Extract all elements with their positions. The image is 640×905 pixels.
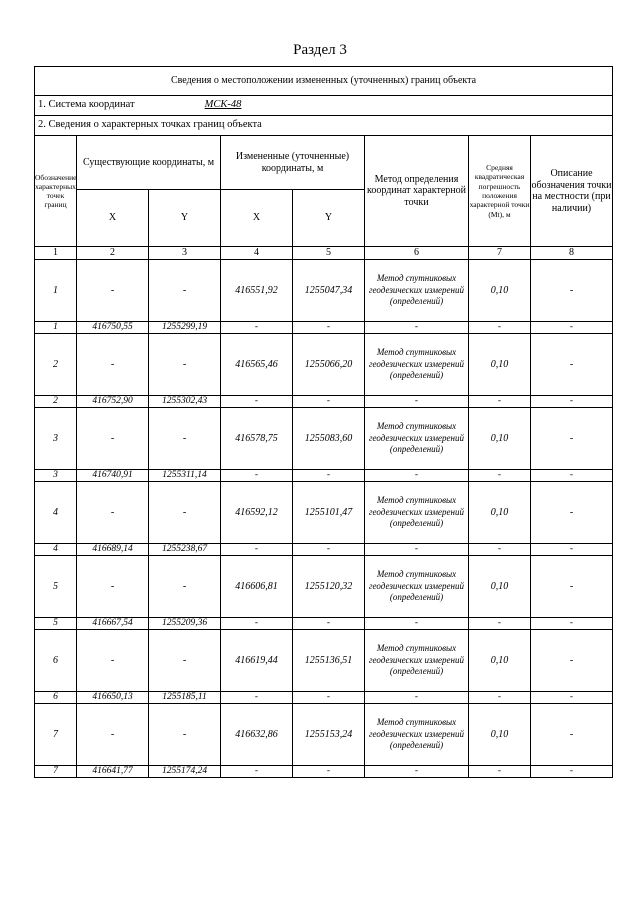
cell-point: 2 — [35, 334, 77, 396]
cell-changed-y: - — [293, 322, 365, 334]
cell-point: 1 — [35, 260, 77, 322]
point-row-existing — [35, 692, 613, 704]
cell-error: - — [469, 618, 531, 630]
coord-system-row — [35, 96, 613, 116]
section-title: Раздел 3 — [293, 42, 347, 58]
boundary-points-table — [34, 66, 613, 778]
header-error: Средняя квадратическая погрешность положения характерной точки (Mt), м — [469, 136, 531, 247]
header-method: Метод определения координат характерной точки — [365, 136, 469, 247]
cell-method: Метод спутниковых геодезических измерений (определений) — [365, 630, 469, 692]
points-heading: 2. Сведения о характерных точках границ объекта — [35, 116, 613, 136]
cell-point: 3 — [35, 408, 77, 470]
header-changed-x: X — [221, 190, 293, 247]
header-designation: Обозначение характерных точек границ — [35, 136, 77, 247]
cell-point: 5 — [35, 556, 77, 618]
cell-error: - — [469, 322, 531, 334]
cell-changed-y: 1255047,34 — [293, 260, 365, 322]
cell-error: 0,10 — [469, 482, 531, 544]
point-row-changed — [35, 556, 613, 618]
cell-point: 6 — [35, 630, 77, 692]
cell-method: - — [365, 396, 469, 408]
cell-changed-x: - — [221, 618, 293, 630]
header-existing: Существующие координаты, м — [77, 136, 221, 190]
cell-changed-x: 416578,75 — [221, 408, 293, 470]
header-existing-y: Y — [149, 190, 221, 247]
column-number: 8 — [531, 247, 613, 260]
point-row-existing — [35, 544, 613, 556]
point-row-changed — [35, 334, 613, 396]
header-changed-y: Y — [293, 190, 365, 247]
cell-method: Метод спутниковых геодезических измерений (определений) — [365, 334, 469, 396]
cell-point: 2 — [35, 396, 77, 408]
column-numbers-row — [35, 247, 613, 260]
cell-point: 1 — [35, 322, 77, 334]
cell-description: - — [531, 630, 613, 692]
column-number: 6 — [365, 247, 469, 260]
cell-method: - — [365, 470, 469, 482]
cell-existing-y: - — [149, 556, 221, 618]
point-row-existing — [35, 470, 613, 482]
cell-existing-x: 416752,90 — [77, 396, 149, 408]
cell-changed-y: 1255153,24 — [293, 704, 365, 766]
cell-changed-y: - — [293, 544, 365, 556]
cell-existing-x: - — [77, 556, 149, 618]
point-row-existing — [35, 766, 613, 778]
cell-point: 4 — [35, 544, 77, 556]
cell-changed-x: 416592,12 — [221, 482, 293, 544]
cell-existing-y: 1255238,67 — [149, 544, 221, 556]
cell-changed-x: - — [221, 322, 293, 334]
cell-existing-y: 1255185,11 — [149, 692, 221, 704]
cell-method: Метод спутниковых геодезических измерений (определений) — [365, 704, 469, 766]
cell-changed-y: - — [293, 396, 365, 408]
column-number: 1 — [35, 247, 77, 260]
column-number: 7 — [469, 247, 531, 260]
cell-existing-y: 1255302,43 — [149, 396, 221, 408]
cell-existing-y: 1255209,36 — [149, 618, 221, 630]
cell-error: 0,10 — [469, 630, 531, 692]
point-row-changed — [35, 704, 613, 766]
cell-changed-y: 1255101,47 — [293, 482, 365, 544]
cell-changed-x: 416619,44 — [221, 630, 293, 692]
cell-error: 0,10 — [469, 704, 531, 766]
cell-error: 0,10 — [469, 260, 531, 322]
column-number: 2 — [77, 247, 149, 260]
point-row-changed — [35, 630, 613, 692]
cell-existing-y: 1255299,19 — [149, 322, 221, 334]
cell-existing-y: - — [149, 630, 221, 692]
cell-error: - — [469, 544, 531, 556]
cell-description: - — [531, 618, 613, 630]
cell-method: - — [365, 544, 469, 556]
column-number: 5 — [293, 247, 365, 260]
column-number: 4 — [221, 247, 293, 260]
table-title: Сведения о местоположении измененных (уточненных) границ объекта — [35, 67, 613, 96]
cell-existing-x: - — [77, 334, 149, 396]
cell-existing-x: - — [77, 260, 149, 322]
cell-point: 4 — [35, 482, 77, 544]
cell-existing-x: - — [77, 482, 149, 544]
cell-changed-y: - — [293, 470, 365, 482]
cell-existing-y: - — [149, 260, 221, 322]
cell-description: - — [531, 396, 613, 408]
cell-description: - — [531, 334, 613, 396]
coord-system-value: МСК-48 — [204, 99, 242, 111]
cell-changed-x: - — [221, 470, 293, 482]
cell-point: 6 — [35, 692, 77, 704]
cell-existing-x: 416750,55 — [77, 322, 149, 334]
cell-description: - — [531, 692, 613, 704]
cell-error: 0,10 — [469, 556, 531, 618]
cell-description: - — [531, 556, 613, 618]
cell-existing-x: 416650,13 — [77, 692, 149, 704]
cell-point: 7 — [35, 766, 77, 778]
cell-existing-x: 416641,77 — [77, 766, 149, 778]
cell-changed-y: 1255083,60 — [293, 408, 365, 470]
cell-changed-x: 416606,81 — [221, 556, 293, 618]
cell-error: - — [469, 766, 531, 778]
cell-existing-x: 416740,91 — [77, 470, 149, 482]
cell-description: - — [531, 260, 613, 322]
cell-error: 0,10 — [469, 408, 531, 470]
cell-method: Метод спутниковых геодезических измерений (определений) — [365, 482, 469, 544]
cell-description: - — [531, 470, 613, 482]
cell-changed-x: - — [221, 766, 293, 778]
cell-changed-x: 416632,86 — [221, 704, 293, 766]
cell-existing-y: - — [149, 704, 221, 766]
cell-existing-y: - — [149, 408, 221, 470]
point-row-changed — [35, 482, 613, 544]
cell-existing-x: - — [77, 704, 149, 766]
cell-description: - — [531, 766, 613, 778]
cell-description: - — [531, 544, 613, 556]
cell-existing-x: 416689,14 — [77, 544, 149, 556]
cell-error: 0,10 — [469, 334, 531, 396]
cell-point: 3 — [35, 470, 77, 482]
cell-changed-x: - — [221, 396, 293, 408]
cell-changed-x: - — [221, 692, 293, 704]
cell-method: Метод спутниковых геодезических измерений (определений) — [365, 556, 469, 618]
cell-point: 7 — [35, 704, 77, 766]
coord-system-label: 1. Система координат — [38, 99, 135, 111]
cell-existing-x: - — [77, 630, 149, 692]
column-number: 3 — [149, 247, 221, 260]
cell-description: - — [531, 322, 613, 334]
header-existing-x: X — [77, 190, 149, 247]
cell-method: - — [365, 692, 469, 704]
cell-description: - — [531, 482, 613, 544]
cell-changed-x: 416551,92 — [221, 260, 293, 322]
cell-method: - — [365, 322, 469, 334]
cell-method: - — [365, 766, 469, 778]
cell-changed-y: - — [293, 692, 365, 704]
cell-changed-y: 1255120,32 — [293, 556, 365, 618]
cell-existing-x: - — [77, 408, 149, 470]
cell-changed-y: 1255136,51 — [293, 630, 365, 692]
header-changed: Измененные (уточненные) координаты, м — [221, 136, 365, 190]
cell-error: - — [469, 396, 531, 408]
cell-changed-y: - — [293, 618, 365, 630]
cell-method: - — [365, 618, 469, 630]
point-row-existing — [35, 396, 613, 408]
cell-point: 5 — [35, 618, 77, 630]
header-description: Описание обозначения точки на местности (при наличии) — [531, 136, 613, 247]
cell-existing-y: 1255311,14 — [149, 470, 221, 482]
point-row-changed — [35, 408, 613, 470]
cell-changed-x: - — [221, 544, 293, 556]
cell-error: - — [469, 692, 531, 704]
point-row-changed — [35, 260, 613, 322]
cell-method: Метод спутниковых геодезических измерений (определений) — [365, 408, 469, 470]
cell-changed-y: 1255066,20 — [293, 334, 365, 396]
cell-description: - — [531, 704, 613, 766]
point-row-existing — [35, 322, 613, 334]
cell-method: Метод спутниковых геодезических измерений (определений) — [365, 260, 469, 322]
cell-existing-x: 416667,54 — [77, 618, 149, 630]
point-row-existing — [35, 618, 613, 630]
cell-changed-y: - — [293, 766, 365, 778]
cell-existing-y: - — [149, 482, 221, 544]
cell-changed-x: 416565,46 — [221, 334, 293, 396]
cell-existing-y: - — [149, 334, 221, 396]
cell-error: - — [469, 470, 531, 482]
cell-existing-y: 1255174,24 — [149, 766, 221, 778]
cell-description: - — [531, 408, 613, 470]
